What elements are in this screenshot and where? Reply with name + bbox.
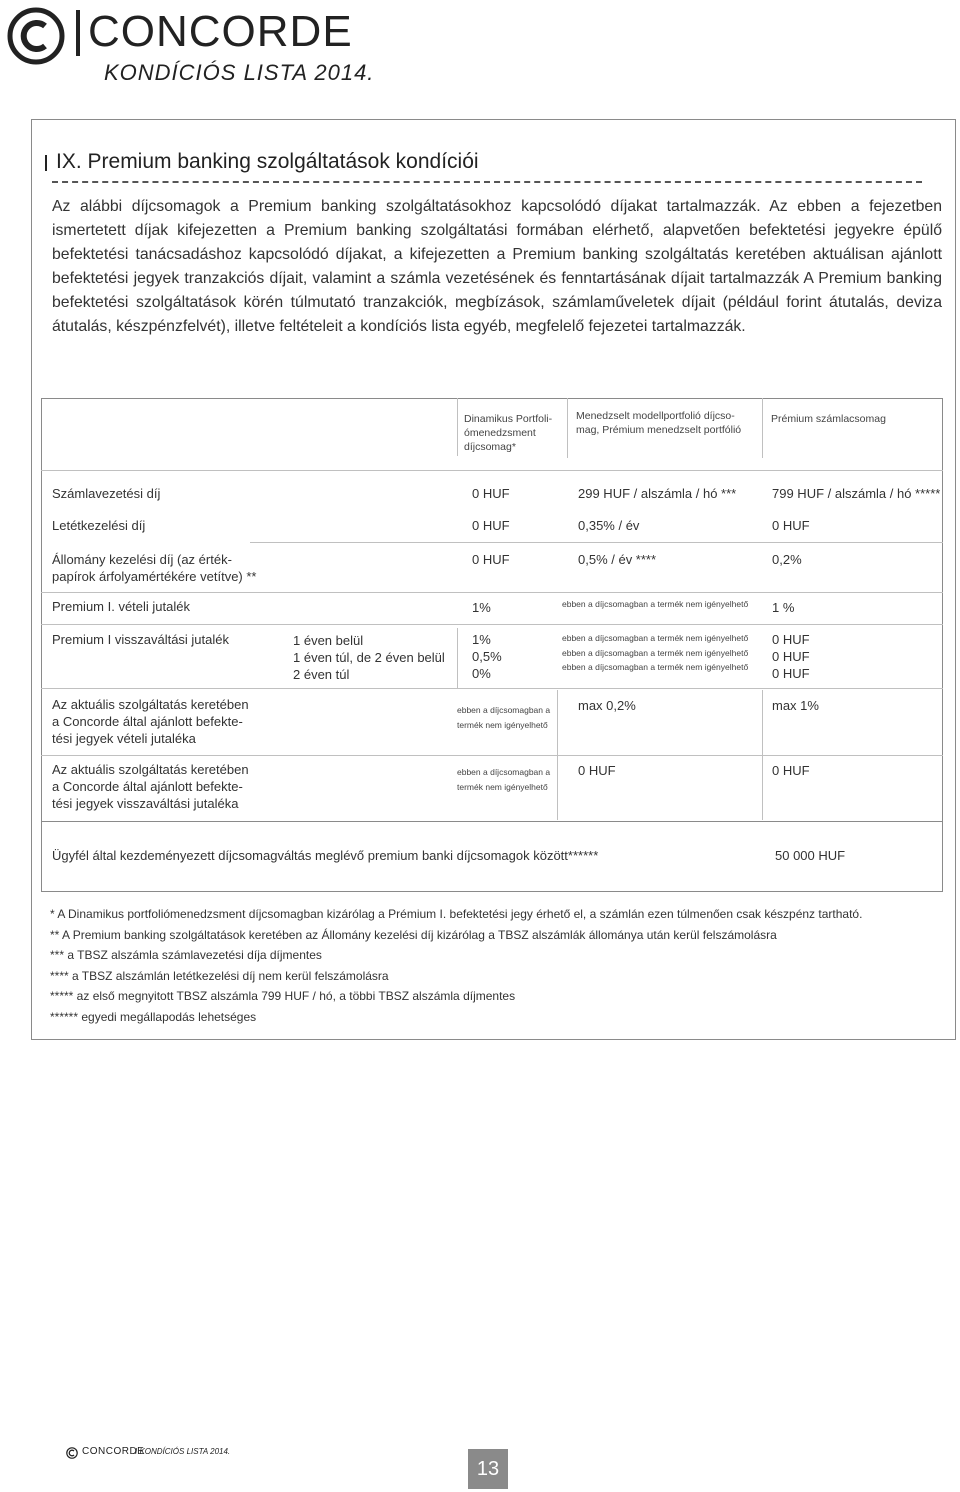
intro-paragraph: Az alábbi díjcsomagok a Premium banking szolgáltatásokhoz kapcsolódó díjakat tartalmazzák. Az ebben a fejezetben ismertetett díjak kifejezetten a Premium banking szolgáltatási formában elérhető, alapvetően befektetési jegyekre épülő befektetési tanácsadáshoz kapcsolódó díjakat, a kifejezetten a Premium banking szolgáltatás keretében aktuálisan ajánlott befektetési jegyek tranzakciós díjait, valamint a számla vezetésének és fenntartásának díjait tartalmazzák A Premium banking befektetési szolgáltatások körén túlmutató tranzakciók, megbízások, számlaműveletek díjait (például forint átutalás, deviza átutalás, készpénzfelvét), illetve feltételeit a kondíciós lista egyéb, megfelelő fejezetei tartalmazzák.: [52, 198, 942, 335]
concorde-logo-icon: [66, 1447, 78, 1459]
column-divider: [567, 398, 568, 458]
cell-value: 0 HUF 0 HUF 0 HUF: [772, 632, 810, 681]
cell-value: 0 HUF: [472, 486, 510, 501]
document-subtitle: KONDÍCIÓS LISTA 2014.: [104, 60, 375, 85]
cell-value: 0,35% / év: [578, 518, 640, 533]
row-label-aktualis-veteli: Az aktuális szolgáltatás keretében a Concorde által ajánlott befekte- tési jegyek vételi jutaléka: [52, 697, 249, 746]
row-divider: [41, 592, 943, 593]
cell-value: 0 HUF: [472, 552, 510, 567]
column-header-dinamikus: Dinamikus Portfoli- ómenedzsment díjcsomag*: [464, 413, 553, 453]
column-header-menedzselt: Menedzselt modellportfolió díjcso- mag, Prémium menedzselt portfólió: [576, 410, 742, 436]
row-label-szamlavezetesi: Számlavezetési díj: [52, 486, 161, 501]
package-change-fee-label: Ügyfél által kezdeményezett díjcsomagváltás meglévő premium banki díjcsomagok között******: [52, 848, 599, 863]
footnotes: [50, 904, 950, 1028]
cell-value: 299 HUF / alszámla / hó ***: [578, 486, 737, 501]
cell-value: 0 HUF: [772, 763, 810, 778]
row-label-aktualis-visszavaltasi: Az aktuális szolgáltatás keretében a Concorde által ajánlott befekte- tési jegyek visszaváltási jutaléka: [52, 762, 249, 811]
cell-value: ebben a díjcsomagban a termék nem igényelhető: [457, 705, 551, 730]
header-divider: [41, 470, 943, 471]
column-divider: [457, 398, 458, 456]
cell-value: ebben a díjcsomagban a termék nem igényelhető ebben a díjcsomagban a termék nem igényelhető ebben a díjcsomagban a termék nem igényelhető: [562, 633, 749, 672]
page-number: 13: [468, 1449, 508, 1489]
cell-value: 1 %: [772, 600, 795, 615]
row-divider: [41, 624, 943, 625]
brand-divider: [76, 10, 80, 56]
row-divider: [250, 542, 943, 543]
column-divider: [457, 628, 458, 688]
column-divider: [557, 755, 558, 820]
cell-value: 0 HUF: [772, 518, 810, 533]
cell-value: 0 HUF: [472, 518, 510, 533]
footnote: ****** egyedi megállapodás lehetséges: [50, 1009, 257, 1024]
row-divider: [41, 755, 943, 756]
footnote: *** a TBSZ alszámla számlavezetési díja díjmentes: [50, 948, 322, 963]
cell-value: 1%: [472, 600, 491, 615]
column-header-premium: Prémium számlacsomag: [771, 413, 886, 425]
footer-brand: CONCORDE: [82, 1446, 145, 1457]
row-label-visszavaltasi: Premium I visszaváltási jutalék: [52, 632, 229, 647]
footnote: ** A Premium banking szolgáltatások keretében az Állomány kezelési díj kizárólag a TBSZ alszámlák állománya után kerül felszámolásra: [50, 927, 777, 942]
cell-value: 1% 0,5% 0%: [472, 632, 502, 681]
row-label-letetkezelesi: Letétkezelési díj: [52, 518, 146, 533]
dashed-divider: [52, 181, 922, 183]
holding-periods: 1 éven belül 1 éven túl, de 2 éven belül 2 éven túl: [293, 633, 445, 682]
cell-value: ebben a díjcsomagban a termék nem igényelhető: [562, 599, 749, 609]
concorde-logo-icon: [7, 7, 65, 65]
cell-value: 0,5% / év ****: [578, 552, 657, 567]
footnote: * A Dinamikus portfoliómenedzsment díjcsomagban kizárólag a Prémium I. befektetési jegy érhető el, a számlán ezen túlmenően csak készpénz tartható.: [50, 907, 863, 921]
row-label-veteli: Premium I. vételi jutalék: [52, 599, 190, 614]
section-title: IX. Premium banking szolgáltatások kondíciói: [56, 150, 479, 173]
footnote: ***** az első megnyitott TBSZ alszámla 799 HUF / hó, a többi TBSZ alszámla díjmentes: [50, 989, 516, 1004]
row-label-allomany: Állomány kezelési díj (az érték- papírok árfolyamértékére vetítve) **: [52, 552, 257, 584]
package-change-fee-value: 50 000 HUF: [775, 848, 846, 863]
cell-value: ebben a díjcsomagban a termék nem igényelhető: [457, 767, 551, 792]
cell-value: max 1%: [772, 698, 819, 713]
footer-subtitle: I KONDÍCIÓS LISTA 2014.: [135, 1447, 231, 1456]
cell-value: max 0,2%: [578, 698, 636, 713]
cell-value: 799 HUF / alszámla / hó *****: [772, 486, 941, 501]
column-divider: [557, 690, 558, 755]
cell-value: 0 HUF: [578, 763, 616, 778]
section-marker: [45, 155, 47, 171]
brand-name: CONCORDE: [88, 7, 353, 56]
footnote: **** a TBSZ alszámlán letétkezelési díj nem kerül felszámolásra: [50, 968, 389, 983]
cell-value: 0,2%: [772, 552, 802, 567]
row-divider: [41, 688, 943, 689]
column-divider: [762, 398, 763, 458]
